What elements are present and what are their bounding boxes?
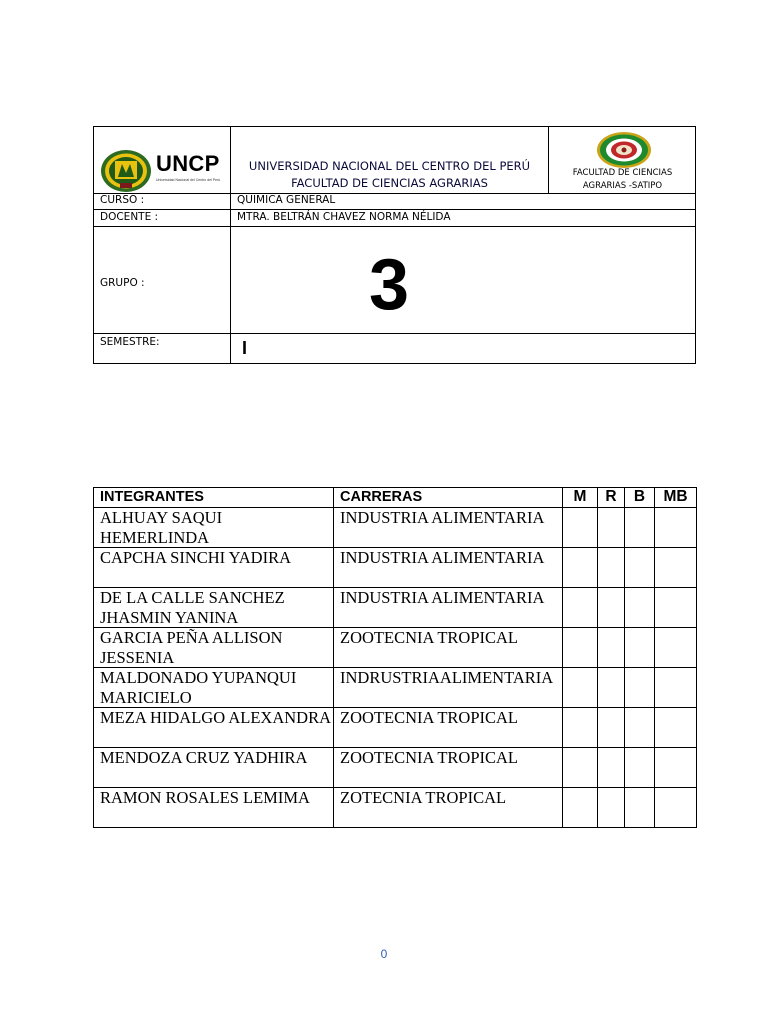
grupo-label: GRUPO :	[100, 277, 145, 289]
row-divider	[94, 209, 695, 210]
grade-m-cell	[563, 548, 598, 588]
row-divider	[94, 193, 695, 194]
table-row	[94, 628, 697, 668]
grade-mb-cell	[655, 788, 697, 828]
grupo-number: 3	[368, 245, 410, 325]
grade-r-cell	[598, 668, 625, 708]
grade-r-cell	[598, 548, 625, 588]
grade-b-cell	[625, 708, 655, 748]
grade-m-cell	[563, 748, 598, 788]
grade-r-cell	[598, 588, 625, 628]
semestre-label: SEMESTRE:	[100, 336, 160, 348]
grade-r-cell	[598, 508, 625, 548]
row-divider	[94, 333, 695, 334]
table-row	[94, 548, 697, 588]
grade-b-cell	[625, 788, 655, 828]
grade-mb-cell	[655, 668, 697, 708]
grade-m-cell	[563, 708, 598, 748]
header-carreras: CARRERAS	[334, 488, 563, 508]
member-name: DE LA CALLE SANCHEZ JHASMIN YANINA	[94, 588, 334, 628]
row-divider	[94, 226, 695, 227]
member-name: ALHUAY SAQUI HEMERLINDA	[94, 508, 334, 548]
grade-r-cell	[598, 628, 625, 668]
grade-mb-cell	[655, 588, 697, 628]
grade-b-cell	[625, 628, 655, 668]
header-grade-r: R	[598, 488, 625, 508]
member-name: MENDOZA CRUZ YADHIRA	[94, 748, 334, 788]
members-table	[93, 487, 697, 828]
faculty-name-line1: FACULTAD DE CIENCIAS	[572, 168, 673, 178]
header-grade-mb: MB	[655, 488, 697, 508]
uncp-seal-icon	[100, 149, 152, 193]
table-row	[94, 508, 697, 548]
grade-b-cell	[625, 588, 655, 628]
member-career: ZOOTECNIA TROPICAL	[334, 748, 563, 788]
member-career: ZOTECNIA TROPICAL	[334, 788, 563, 828]
member-career: INDUSTRIA ALIMENTARIA	[334, 508, 563, 548]
curso-label: CURSO :	[100, 194, 145, 206]
member-name: GARCIA PEÑA ALLISON JESSENIA	[94, 628, 334, 668]
faculty-name-line2: AGRARIAS -SATIPO	[582, 181, 663, 191]
grade-mb-cell	[655, 508, 697, 548]
faculty-name	[548, 167, 697, 193]
docente-value: MTRA. BELTRÁN CHAVEZ NORMA NÉLIDA	[237, 211, 451, 223]
grade-m-cell	[563, 628, 598, 668]
member-career: INDUSTRIA ALIMENTARIA	[334, 548, 563, 588]
grade-m-cell	[563, 668, 598, 708]
grade-r-cell	[598, 708, 625, 748]
header-table	[93, 126, 696, 364]
table-row	[94, 708, 697, 748]
table-row	[94, 588, 697, 628]
curso-value: QUIMICA GENERAL	[237, 194, 336, 206]
member-career: INDUSTRIA ALIMENTARIA	[334, 588, 563, 628]
grade-r-cell	[598, 788, 625, 828]
university-name: UNIVERSIDAD NACIONAL DEL CENTRO DEL PERÚ	[248, 159, 531, 173]
member-name: RAMON ROSALES LEMIMA	[94, 788, 334, 828]
table-header-row	[94, 488, 697, 508]
header-grade-b: B	[625, 488, 655, 508]
grade-r-cell	[598, 748, 625, 788]
table-row	[94, 748, 697, 788]
faculty-seal-icon	[594, 131, 654, 169]
grade-mb-cell	[655, 628, 697, 668]
grade-mb-cell	[655, 708, 697, 748]
member-career: INDRUSTRIAALIMENTARIA	[334, 668, 563, 708]
uncp-logo-text: UNCP	[156, 151, 220, 176]
member-name: MEZA HIDALGO ALEXANDRA	[94, 708, 334, 748]
grade-mb-cell	[655, 748, 697, 788]
table-row	[94, 668, 697, 708]
member-career: ZOOTECNIA TROPICAL	[334, 708, 563, 748]
grade-b-cell	[625, 668, 655, 708]
grade-m-cell	[563, 508, 598, 548]
member-name: CAPCHA SINCHI YADIRA	[94, 548, 334, 588]
grade-b-cell	[625, 548, 655, 588]
grade-m-cell	[563, 588, 598, 628]
grade-mb-cell	[655, 548, 697, 588]
grade-b-cell	[625, 508, 655, 548]
member-career: ZOOTECNIA TROPICAL	[334, 628, 563, 668]
header-grade-m: M	[563, 488, 598, 508]
faculty-title: FACULTAD DE CIENCIAS AGRARIAS	[291, 176, 488, 190]
grade-m-cell	[563, 788, 598, 828]
docente-label: DOCENTE :	[100, 211, 159, 223]
member-name: MALDONADO YUPANQUI MARICIELO	[94, 668, 334, 708]
university-title	[231, 158, 548, 192]
grade-b-cell	[625, 748, 655, 788]
uncp-logo-subtitle: Universidad Nacional del Centro del Perú	[156, 178, 221, 182]
semestre-value: I	[242, 338, 248, 358]
table-row	[94, 788, 697, 828]
page-number: 0	[380, 947, 388, 961]
header-integrantes: INTEGRANTES	[94, 488, 334, 508]
